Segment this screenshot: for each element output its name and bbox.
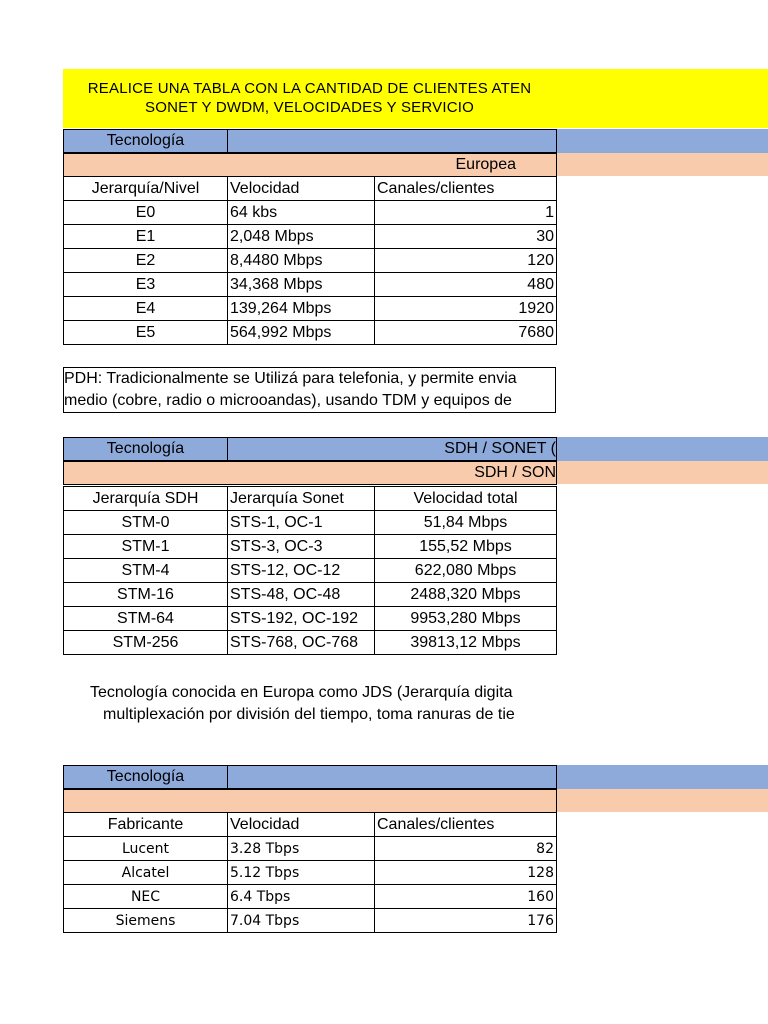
dwdm-table-cell: Alcatel [63,860,228,885]
title-banner-text [63,79,556,117]
sdh-table-cell: STS-3, OC-3 [227,534,375,559]
dwdm-tech-label: Tecnología [63,765,228,789]
dwdm-sub-label [63,789,557,813]
sdh-table-cell: STM-0 [63,510,228,535]
pdh-table-cell: 139,264 Mbps [227,296,375,321]
sdh-table-cell: 51,84 Mbps [374,510,557,535]
pdh-header-cell: Jerarquía/Nivel [63,176,228,201]
sdh-table-cell: STM-4 [63,558,228,583]
pdh-table-cell: 480 [374,272,557,297]
pdh-header-cell: Velocidad [227,176,375,201]
pdh-table-cell: 64 kbs [227,200,375,225]
pdh-note-line-2: medio (cobre, radio o microoandas), usando TDM y equipos de [64,392,512,409]
pdh-header-cell: Canales/clientes [374,176,557,201]
sdh-tech-label: Tecnología [63,437,228,461]
pdh-table-cell: 30 [374,224,557,249]
sdh-table-cell: STS-12, OC-12 [227,558,375,583]
dwdm-table-cell: Siemens [63,908,228,933]
sdh-table-cell: STS-768, OC-768 [227,630,375,655]
dwdm-table-cell: Lucent [63,836,228,861]
sdh-table-cell: STM-1 [63,534,228,559]
sdh-table-cell: STS-48, OC-48 [227,582,375,607]
pdh-table-cell: E4 [63,296,228,321]
pdh-table-cell: 120 [374,248,557,273]
pdh-table-cell: E5 [63,320,228,345]
pdh-sub-label: Europea [63,153,557,177]
sdh-table-cell: 9953,280 Mbps [374,606,557,631]
sdh-table-cell: STS-192, OC-192 [227,606,375,631]
pdh-table-cell: E2 [63,248,228,273]
pdh-table-cell: 1 [374,200,557,225]
sdh-table-cell: 39813,12 Mbps [374,630,557,655]
dwdm-tech-value [227,765,557,789]
dwdm-table-cell: 128 [374,860,557,885]
sdh-header-cell: Jerarquía Sonet [227,486,375,511]
dwdm-table-cell: 7.04 Tbps [227,908,375,933]
pdh-table-cell: 1920 [374,296,557,321]
title-line-1: REALICE UNA TABLA CON LA CANTIDAD DE CLIENTES ATEN [87,80,532,97]
sdh-sub-label: SDH / SON [63,461,557,485]
sdh-table-cell: 2488,320 Mbps [374,582,557,607]
pdh-note-line-1: PDH: Tradicionalmente se Utilizá para telefonia, y permite envia [64,370,517,387]
pdh-table-cell: E3 [63,272,228,297]
pdh-table-cell: E0 [63,200,228,225]
pdh-tech-label: Tecnología [63,129,228,153]
dwdm-table-cell: 160 [374,884,557,909]
dwdm-table-cell: 3.28 Tbps [227,836,375,861]
sdh-note-line-2: multiplexación por división del tiempo, toma ranuras de tie [103,706,515,723]
sdh-header-cell: Jerarquía SDH [63,486,228,511]
pdh-table-cell: 34,368 Mbps [227,272,375,297]
dwdm-table-cell: 5.12 Tbps [227,860,375,885]
sdh-header-cell: Velocidad total [374,486,557,511]
sdh-table-cell: 155,52 Mbps [374,534,557,559]
dwdm-table-cell: NEC [63,884,228,909]
dwdm-table-cell: 82 [374,836,557,861]
pdh-table-cell: E1 [63,224,228,249]
sdh-tech-value: SDH / SONET ( [227,437,557,461]
sdh-table-cell: STM-64 [63,606,228,631]
sdh-table-cell: 622,080 Mbps [374,558,557,583]
title-line-2: SONET Y DWDM, VELOCIDADES Y SERVICIO [145,99,474,116]
dwdm-header-cell: Canales/clientes [374,812,557,837]
sdh-note-line-1: Tecnología conocida en Europa como JDS (Jerarquía digita [90,684,513,701]
sdh-table-cell: STM-256 [63,630,228,655]
dwdm-header-cell: Fabricante [63,812,228,837]
dwdm-table-cell: 6.4 Tbps [227,884,375,909]
pdh-table-cell: 8,4480 Mbps [227,248,375,273]
pdh-table-cell: 7680 [374,320,557,345]
pdh-table-cell: 564,992 Mbps [227,320,375,345]
dwdm-table-cell: 176 [374,908,557,933]
sdh-table-cell: STS-1, OC-1 [227,510,375,535]
pdh-table-cell: 2,048 Mbps [227,224,375,249]
dwdm-header-cell: Velocidad [227,812,375,837]
sdh-table-cell: STM-16 [63,582,228,607]
pdh-tech-value [227,129,557,153]
